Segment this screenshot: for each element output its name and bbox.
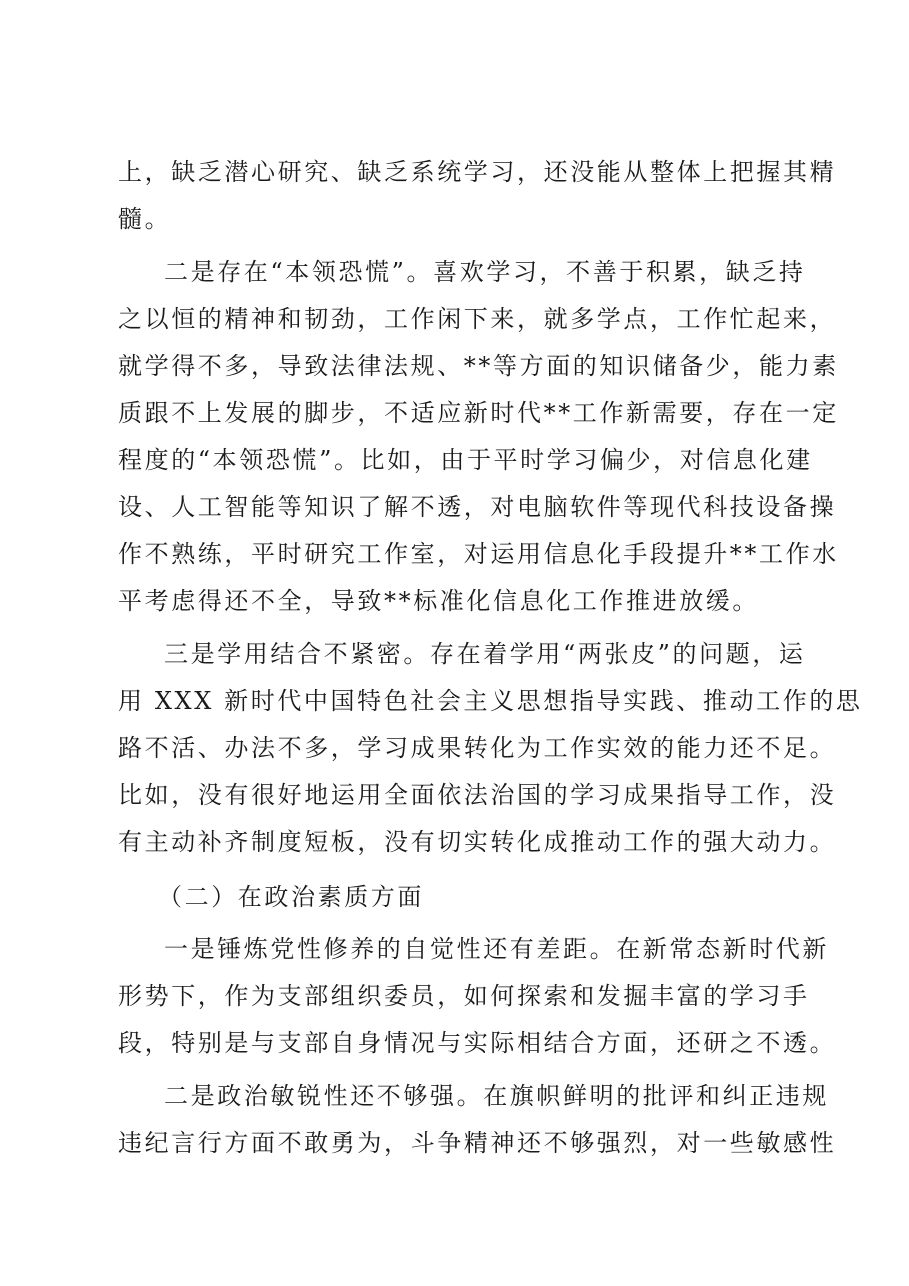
section-heading: （二）在政治素质方面 (158, 883, 424, 911)
paragraph-line: 一是锤炼党性修养的自觉性还有差距。在新常态新时代新 (164, 935, 829, 963)
paragraph-line: 有主动补齐制度短板，没有切实转化成推动工作的强大动力。 (118, 828, 837, 856)
paragraph-line: 上，缺乏潜心研究、缺乏系统学习，还没能从整体上把握其精 (118, 158, 837, 186)
paragraph-line: 形势下，作为支部组织委员，如何探索和发掘丰富的学习手 (118, 982, 810, 1010)
paragraph-line: 违纪言行方面不敢勇为，斗争精神还不够强烈，对一些敏感性 (118, 1129, 837, 1157)
paragraph-line: 比如，没有很好地运用全面依法治国的学习成果指导工作，没 (118, 781, 837, 809)
paragraph-line: 段，特别是与支部自身情况与实际相结合方面，还研之不透。 (118, 1029, 837, 1057)
paragraph-line: 用 XXX 新时代中国特色社会主义思想指导实践、推动工作的思 (118, 687, 863, 715)
paragraph-line: 之以恒的精神和韧劲，工作闲下来，就多学点，工作忙起来， (118, 305, 837, 333)
paragraph-line: 质跟不上发展的脚步，不适应新时代**工作新需要，存在一定 (118, 399, 839, 427)
paragraph-line: 二是存在“本领恐慌”。喜欢学习，不善于积累，缺乏持 (164, 258, 806, 286)
paragraph-line: 设、人工智能等知识了解不透，对电脑软件等现代科技设备操 (118, 493, 837, 521)
paragraph-line: 作不熟练，平时研究工作室，对运用信息化手段提升**工作水 (118, 540, 839, 568)
paragraph-line: 程度的“本领恐慌”。比如，由于平时学习偏少，对信息化建 (118, 446, 813, 474)
paragraph-line: 二是政治敏锐性还不够强。在旗帜鲜明的批评和纠正违规 (164, 1082, 829, 1110)
paragraph-line: 髓。 (118, 205, 172, 233)
paragraph-line: 路不活、办法不多，学习成果转化为工作实效的能力还不足。 (118, 734, 837, 762)
paragraph-line: 三是学用结合不紧密。存在着学用“两张皮”的问题，运 (164, 640, 806, 668)
paragraph-line: 平考虑得还不全，导致**标准化信息化工作推进放缓。 (118, 587, 759, 615)
paragraph-line: 就学得不多，导致法律法规、**等方面的知识储备少，能力素 (118, 352, 839, 380)
